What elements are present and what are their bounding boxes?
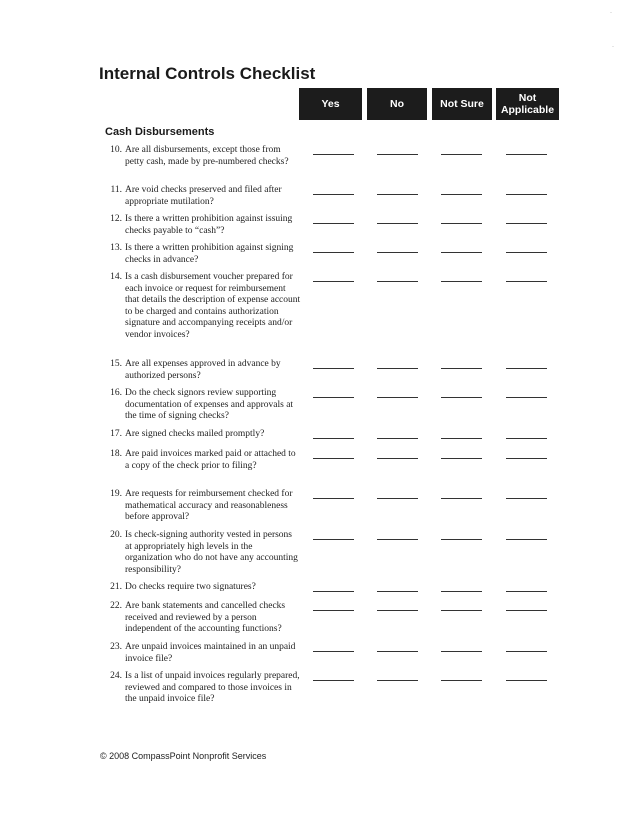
item-number: 16. (110, 388, 122, 398)
item-number: 12. (110, 214, 122, 224)
column-header-yes: Yes (299, 88, 362, 120)
no-answer-blank[interactable] (377, 610, 418, 611)
item-question: Is a list of unpaid invoices regularly prepared, reviewed and compared to those invoices in the unpaid invoice file? (125, 671, 300, 705)
not-sure-answer-blank[interactable] (441, 397, 482, 398)
no-answer-blank[interactable] (377, 368, 418, 369)
yes-answer-blank[interactable] (313, 539, 354, 540)
item-question: Are signed checks mailed promptly? (125, 429, 265, 439)
no-answer-blank[interactable] (377, 281, 418, 282)
item-question: Are requests for reimbursement checked for mathematical accuracy and reasonableness before approval? (125, 489, 293, 523)
not-sure-answer-blank[interactable] (441, 591, 482, 592)
not-applicable-answer-blank[interactable] (506, 438, 547, 439)
no-answer-blank[interactable] (377, 539, 418, 540)
item-question: Is a cash disbursement voucher prepared for each invoice or request for reimbursement that details the description of expense account to be charged and contains authorization signature and accompanying receipts and/or vendor invoices? (125, 272, 301, 340)
no-answer-blank[interactable] (377, 194, 418, 195)
item-number: 23. (110, 642, 122, 652)
not-applicable-answer-blank[interactable] (506, 539, 547, 540)
yes-answer-blank[interactable] (313, 368, 354, 369)
item-number: 10. (110, 145, 122, 155)
not-applicable-answer-blank[interactable] (506, 498, 547, 499)
yes-answer-blank[interactable] (313, 438, 354, 439)
yes-answer-blank[interactable] (313, 194, 354, 195)
not-sure-answer-blank[interactable] (441, 154, 482, 155)
section-heading: Cash Disbursements (105, 126, 215, 138)
item-number: 22. (110, 601, 122, 611)
not-sure-answer-blank[interactable] (441, 498, 482, 499)
item-question: Are unpaid invoices maintained in an unpaid invoice file? (125, 642, 296, 664)
yes-answer-blank[interactable] (313, 458, 354, 459)
item-question: Do the check signors review supporting documentation of expenses and approvals at the time of signing checks? (125, 388, 294, 422)
not-applicable-answer-blank[interactable] (506, 281, 547, 282)
page-title: Internal Controls Checklist (99, 64, 316, 83)
item-number: 18. (110, 449, 122, 459)
not-sure-answer-blank[interactable] (441, 281, 482, 282)
item-question: Are void checks preserved and filed after appropriate mutilation? (125, 185, 282, 207)
item-number: 13. (110, 243, 122, 253)
yes-answer-blank[interactable] (313, 281, 354, 282)
yes-answer-blank[interactable] (313, 498, 354, 499)
not-sure-answer-blank[interactable] (441, 438, 482, 439)
not-sure-answer-blank[interactable] (441, 252, 482, 253)
not-applicable-answer-blank[interactable] (506, 223, 547, 224)
not-applicable-answer-blank[interactable] (506, 397, 547, 398)
item-question: Are paid invoices marked paid or attached to a copy of the check prior to filing? (125, 449, 296, 471)
not-sure-answer-blank[interactable] (441, 458, 482, 459)
item-number: 19. (110, 489, 122, 499)
not-sure-answer-blank[interactable] (441, 610, 482, 611)
not-applicable-answer-blank[interactable] (506, 610, 547, 611)
not-applicable-answer-blank[interactable] (506, 680, 547, 681)
not-sure-answer-blank[interactable] (441, 223, 482, 224)
not-applicable-answer-blank[interactable] (506, 591, 547, 592)
item-number: 14. (110, 272, 122, 282)
item-number: 17. (110, 429, 122, 439)
not-sure-answer-blank[interactable] (441, 651, 482, 652)
not-applicable-answer-blank[interactable] (506, 651, 547, 652)
yes-answer-blank[interactable] (313, 223, 354, 224)
yes-answer-blank[interactable] (313, 610, 354, 611)
item-question: Is there a written prohibition against signing checks in advance? (125, 243, 294, 265)
no-answer-blank[interactable] (377, 154, 418, 155)
not-sure-answer-blank[interactable] (441, 194, 482, 195)
yes-answer-blank[interactable] (313, 252, 354, 253)
no-answer-blank[interactable] (377, 458, 418, 459)
scan-speck: · (610, 10, 612, 16)
yes-answer-blank[interactable] (313, 680, 354, 681)
no-answer-blank[interactable] (377, 438, 418, 439)
no-answer-blank[interactable] (377, 591, 418, 592)
yes-answer-blank[interactable] (313, 154, 354, 155)
yes-answer-blank[interactable] (313, 651, 354, 652)
item-number: 20. (110, 530, 122, 540)
item-number: 21. (110, 582, 122, 592)
item-number: 11. (110, 185, 122, 195)
no-answer-blank[interactable] (377, 397, 418, 398)
not-applicable-answer-blank[interactable] (506, 458, 547, 459)
yes-answer-blank[interactable] (313, 397, 354, 398)
item-number: 24. (110, 671, 122, 681)
copyright-footer: © 2008 CompassPoint Nonprofit Services (100, 751, 267, 761)
no-answer-blank[interactable] (377, 680, 418, 681)
not-sure-answer-blank[interactable] (441, 680, 482, 681)
item-number: 15. (110, 359, 122, 369)
not-sure-answer-blank[interactable] (441, 539, 482, 540)
not-applicable-answer-blank[interactable] (506, 252, 547, 253)
no-answer-blank[interactable] (377, 223, 418, 224)
item-question: Are all expenses approved in advance by authorized persons? (125, 359, 281, 381)
no-answer-blank[interactable] (377, 498, 418, 499)
no-answer-blank[interactable] (377, 252, 418, 253)
not-applicable-answer-blank[interactable] (506, 154, 547, 155)
item-question: Is there a written prohibition against issuing checks payable to “cash”? (125, 214, 293, 236)
yes-answer-blank[interactable] (313, 591, 354, 592)
item-question: Is check-signing authority vested in persons at appropriately high levels in the organization who do not have any accounting responsibility? (125, 530, 298, 575)
item-question: Are bank statements and cancelled checks received and reviewed by a person independent of the accounting functions? (125, 601, 286, 635)
item-question: Do checks require two signatures? (125, 582, 256, 592)
no-answer-blank[interactable] (377, 651, 418, 652)
column-header-not-applicable: Not Applicable (496, 88, 559, 120)
scan-speck: · (612, 44, 614, 50)
not-sure-answer-blank[interactable] (441, 368, 482, 369)
not-applicable-answer-blank[interactable] (506, 368, 547, 369)
column-header-no: No (367, 88, 427, 120)
not-applicable-answer-blank[interactable] (506, 194, 547, 195)
column-header-not-sure: Not Sure (432, 88, 492, 120)
item-question: Are all disbursements, except those from petty cash, made by pre-numbered checks? (125, 145, 289, 167)
